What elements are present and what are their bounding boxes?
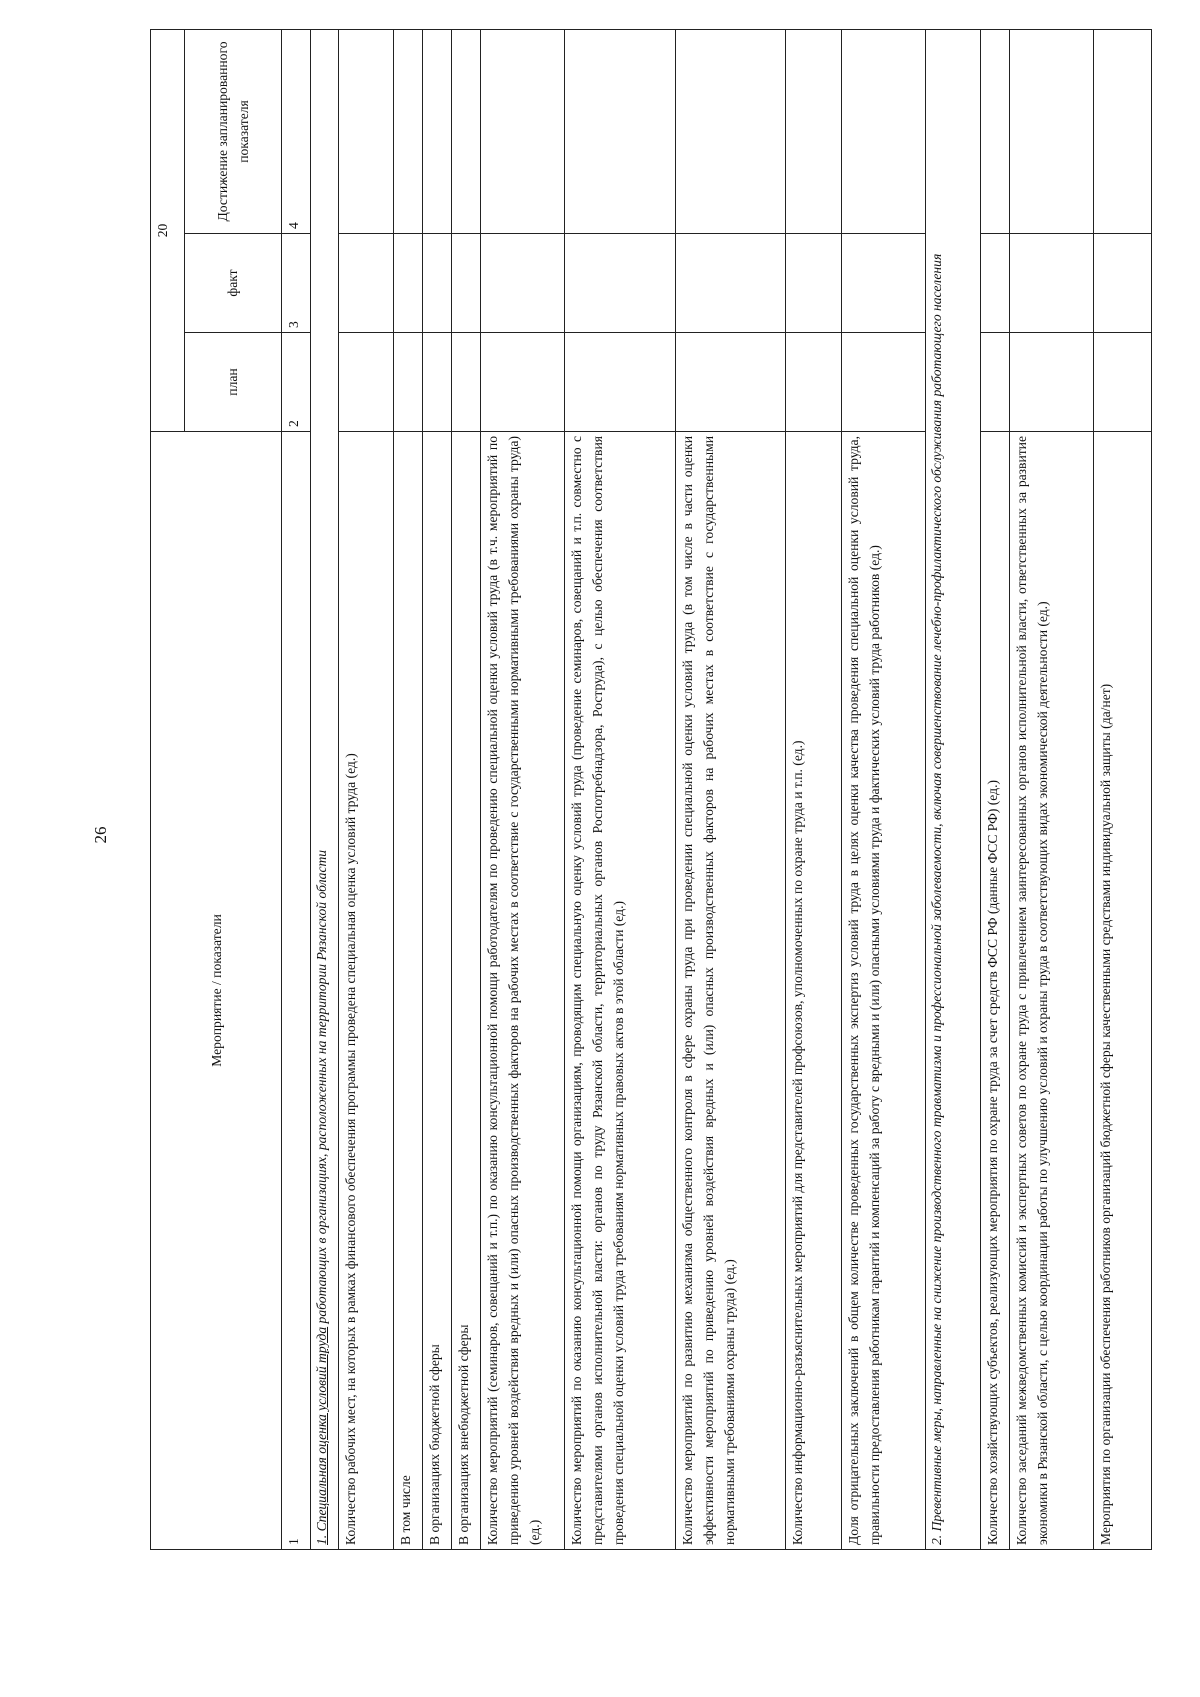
column-number: 4	[282, 30, 311, 234]
section-2-title-rest: 2. Превентивные меры, направленные на снижение производственного травматизма и профессиональной заболеваемости, включая совершенствование лечебно-профилактического обслуживания работающего населения	[928, 253, 944, 1545]
achievement-cell	[1094, 30, 1152, 234]
achievement-cell	[338, 30, 393, 234]
plan-cell	[422, 333, 451, 432]
section-1-title	[311, 30, 339, 1550]
plan-cell	[981, 333, 1010, 432]
measure-header: Мероприятие / показатели	[151, 432, 282, 1550]
table-row-label: Количество мероприятий по развитию механизма общественного контроля в сфере охраны труда при проведении специальной оценки условий труда (в том числе в части оценки эффективности мероприятий по приведению уровней воздействия вредных и (или) опасных производственных факторов на рабочих местах в соответствие с государственными нормативными требованиями охраны труда) (ед.)	[675, 432, 786, 1550]
table-row-label: Количество информационно-разъяснительных мероприятий для представителей профсоюзов, уполномоченных по охране труда и т.п. (ед.)	[786, 432, 841, 1550]
fact-cell	[480, 234, 564, 333]
plan-header: план	[184, 333, 281, 432]
table-row-label: В организациях бюджетной сферы	[422, 432, 451, 1550]
plan-cell	[675, 333, 786, 432]
table-row-label: В организациях внебюджетной сферы	[451, 432, 480, 1550]
fact-cell	[564, 234, 675, 333]
table-row-label: Количество хозяйствующих субъектов, реализующих мероприятия по охране труда за счет средств ФСС РФ (данные ФСС РФ) (ед.)	[981, 432, 1010, 1550]
section-1-title-rest: работающих в организациях, расположенных на территории Рязанской области	[314, 849, 330, 1327]
fact-cell	[1094, 234, 1152, 333]
fact-header: факт	[184, 234, 281, 333]
plan-cell	[841, 333, 925, 432]
achievement-cell	[1009, 30, 1093, 234]
column-number: 1	[282, 432, 311, 1550]
plan-cell	[393, 333, 422, 432]
plan-cell	[480, 333, 564, 432]
table-row-label: Мероприятия по организации обеспечения работников организаций бюджетной сферы качественными средствами индивидуальной защиты (да/нет)	[1094, 432, 1152, 1550]
fact-cell	[981, 234, 1010, 333]
achievement-cell	[675, 30, 786, 234]
page-number: 26	[91, 826, 110, 844]
achievement-cell	[480, 30, 564, 234]
section-1-title-underlined: 1. Специальная оценка условий труда	[314, 1326, 330, 1545]
achievement-header: Достижение запланированного показателя	[184, 30, 281, 234]
fact-cell	[338, 234, 393, 333]
table-row-label: Количество рабочих мест, на которых в рамках финансового обеспечения программы проведена специальная оценка условий труда (ед.)	[338, 432, 393, 1550]
rotated-table-container	[150, 30, 1152, 1550]
achievement-cell	[786, 30, 841, 234]
plan-cell	[338, 333, 393, 432]
achievement-cell	[981, 30, 1010, 234]
table-row-label: Доля отрицательных заключений в общем количестве проведенных государственных экспертиз условий труда в целях оценки качества проведения специальной оценки условий труда, правильности предоставления работникам гарантий и компенсаций за работу с вредными и (или) опасными условиями труда и фактических условий труда работников (ед.)	[841, 432, 925, 1550]
plan-cell	[451, 333, 480, 432]
indicators-table	[150, 29, 1152, 1550]
plan-cell	[1094, 333, 1152, 432]
table-row-label: Количество мероприятий (семинаров, совещаний и т.п.) по оказанию консультационной помощи работодателям по проведению специальной оценки условий труда (в т.ч. мероприятий по приведению уровней воздействия вредных и (или) опасных производственных факторов на рабочих местах в соответствие с государственными нормативными требованиями охраны труда) (ед.)	[480, 432, 564, 1550]
achievement-cell	[451, 30, 480, 234]
plan-cell	[786, 333, 841, 432]
plan-cell	[564, 333, 675, 432]
table-row-label: В том числе	[393, 432, 422, 1550]
table-row-label: Количество мероприятий по оказанию консультационной помощи организациям, проводящим специальную оценку условий труда (проведение семинаров, совещаний и т.п. совместно с представителями органов исполнительной власти: органов по труду Рязанской области, территориальных органов Роспотребнадзора, Роструда), с целью обеспечения соответствия проведения специальной оценки условий труда требованиям нормативных правовых актов в этой области (ед.)	[564, 432, 675, 1550]
achievement-cell	[422, 30, 451, 234]
fact-cell	[675, 234, 786, 333]
fact-cell	[393, 234, 422, 333]
table-row-label: Количество заседаний межведомственных комиссий и экспертных советов по охране труда с привлечением заинтересованных органов исполнительной власти, ответственных за развитие экономики в Рязанской области, с целью координации работы по улучшению условий и охраны труда в соответствующих видах экономической деятельности (ед.)	[1009, 432, 1093, 1550]
fact-cell	[451, 234, 480, 333]
fact-cell	[786, 234, 841, 333]
plan-cell	[1009, 333, 1093, 432]
section-2-title	[925, 30, 980, 1550]
fact-cell	[1009, 234, 1093, 333]
achievement-cell	[393, 30, 422, 234]
period-header: 20	[151, 30, 185, 432]
achievement-cell	[841, 30, 925, 234]
column-number: 3	[282, 234, 311, 333]
fact-cell	[422, 234, 451, 333]
column-number: 2	[282, 333, 311, 432]
achievement-cell	[564, 30, 675, 234]
fact-cell	[841, 234, 925, 333]
